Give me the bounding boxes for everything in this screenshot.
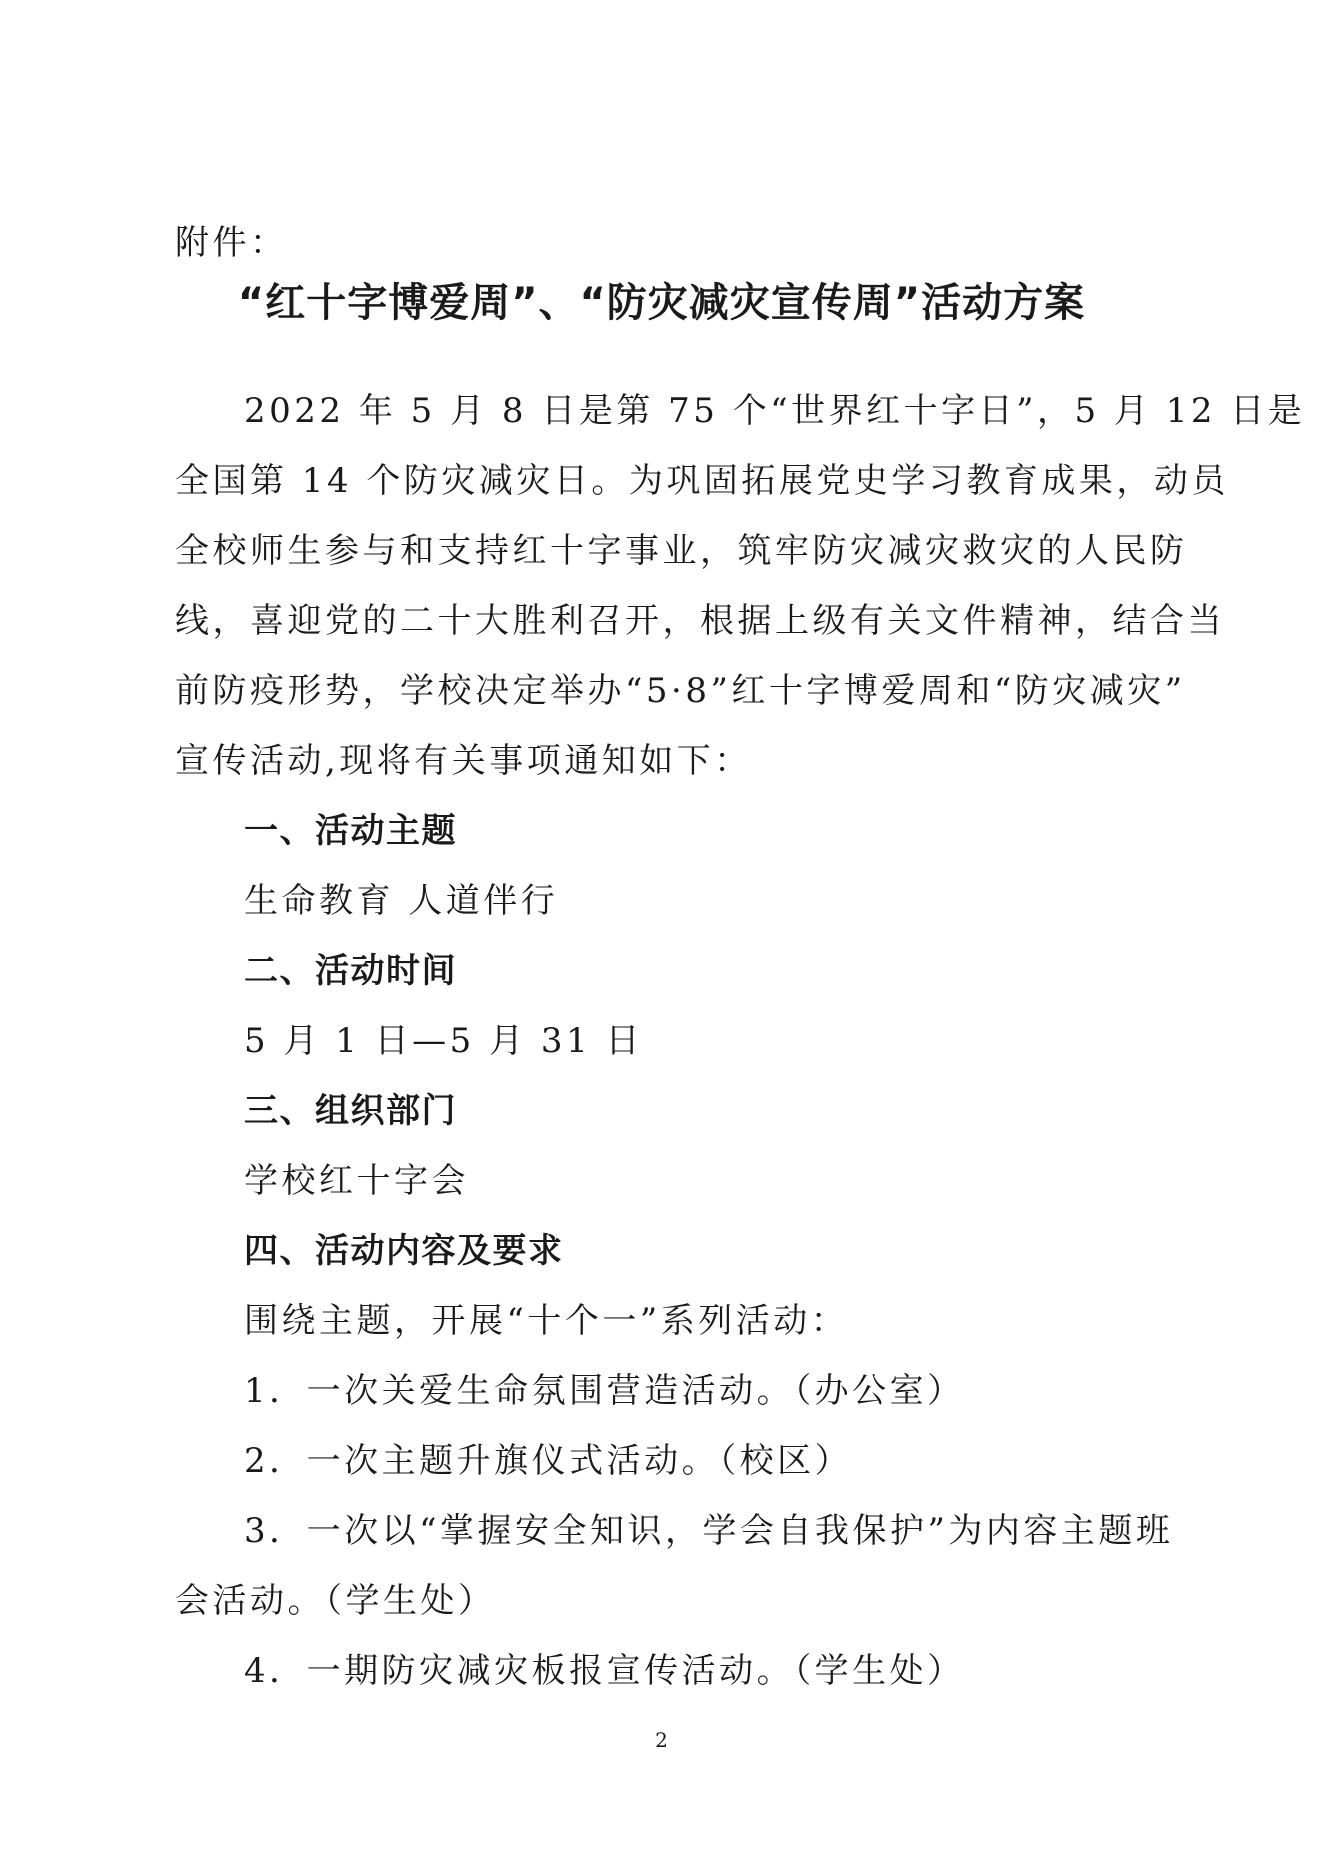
activity-item-2: 2．一次主题升旗仪式活动。（校区） bbox=[244, 1441, 853, 1481]
section-heading-time: 二、活动时间 bbox=[244, 951, 457, 991]
section-heading-theme: 一、活动主题 bbox=[244, 811, 457, 851]
intro-line-6: 宣传活动,现将有关事项通知如下： bbox=[175, 741, 752, 781]
page-number: 2 bbox=[655, 1728, 668, 1752]
activity-item-1: 1．一次关爱生命氛围营造活动。（办公室） bbox=[244, 1371, 965, 1411]
section-text-content-intro: 围绕主题，开展“十个一”系列活动： bbox=[244, 1301, 849, 1341]
intro-line-4: 线，喜迎党的二十大胜利召开，根据上级有关文件精神，结合当 bbox=[175, 601, 1225, 641]
intro-line-2: 全国第 14 个防灾减灾日。为巩固拓展党史学习教育成果，动员 bbox=[175, 461, 1229, 501]
attachment-label: 附件： bbox=[175, 223, 288, 263]
section-text-time: 5 月 1 日—5 月 31 日 bbox=[244, 1021, 644, 1061]
activity-item-3-line-1: 3．一次以“掌握安全知识，学会自我保护”为内容主题班 bbox=[244, 1511, 1174, 1551]
intro-line-5: 前防疫形势，学校决定举办“5·8”红十字博爱周和“防灾减灾” bbox=[175, 671, 1186, 711]
section-text-org: 学校红十字会 bbox=[244, 1161, 469, 1201]
section-text-theme: 生命教育 人道伴行 bbox=[244, 881, 559, 921]
document-title: “红十字博爱周”、“防灾减灾宣传周”活动方案 bbox=[237, 280, 1086, 326]
section-heading-content: 四、活动内容及要求 bbox=[244, 1231, 564, 1271]
activity-item-3-line-2: 会活动。（学生处） bbox=[175, 1581, 496, 1621]
activity-item-4: 4．一期防灾减灾板报宣传活动。（学生处） bbox=[244, 1651, 965, 1691]
section-heading-org: 三、组织部门 bbox=[244, 1091, 457, 1131]
intro-line-3: 全校师生参与和支持红十字事业，筑牢防灾减灾救灾的人民防 bbox=[175, 531, 1188, 571]
intro-line-1: 2022 年 5 月 8 日是第 75 个“世界红十字日”，5 月 12 日是 bbox=[244, 391, 1306, 431]
